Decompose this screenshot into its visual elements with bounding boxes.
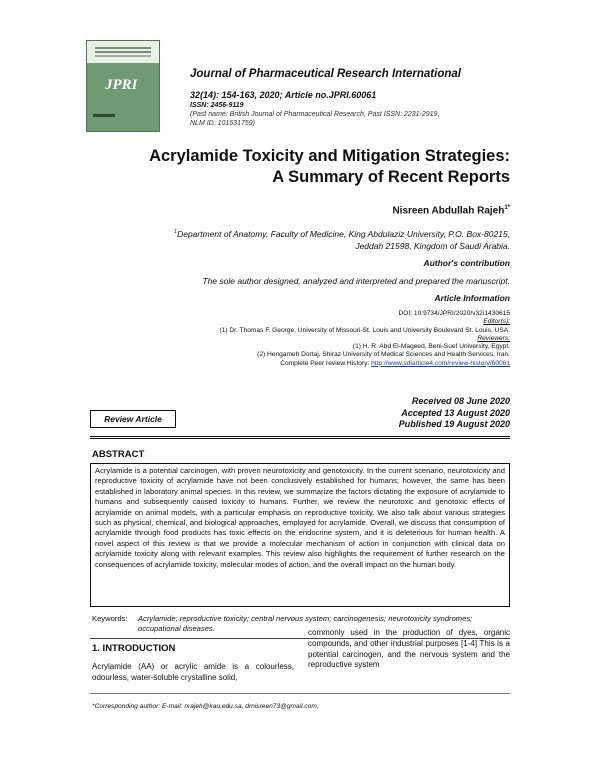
corresponding-author-footnote: *Corresponding author: E-mail: nrajeh@kau.edu.sa, drnisreen73@gmail.com;	[92, 703, 319, 710]
article-type-badge: Review Article	[90, 410, 176, 428]
journal-past-name: (Past name: British Journal of Pharmaceutical Research, Past ISSN: 2231-2919,	[190, 111, 440, 118]
intro-right-column: commonly used in the production of dyes, organic compounds, and other industrial purposes [1-4] This is a potential carcinogen, and the nervous system and the reproductive system	[308, 628, 510, 670]
author-affiliation	[120, 226, 510, 252]
cover-text-lines	[95, 47, 151, 49]
article-info-heading: Article Information	[434, 293, 510, 303]
date-published: Published 19 August 2020	[398, 419, 510, 429]
section-heading-introduction: 1. INTRODUCTION	[92, 643, 176, 654]
keywords-text: Acrylamide; reproductive toxicity; central nervous system; carcinogenesis; neurotoxicity syndromes; occupational diseases.	[138, 614, 473, 634]
editor-1: (1) Dr. Thomas F. George, University of Missouri-St. Louis and University Boulevard St. Louis, USA.	[219, 326, 510, 334]
publication-dates	[330, 396, 510, 431]
cover-logo: JPRI	[105, 77, 138, 93]
author	[200, 205, 510, 216]
reviewer-1: (1) H. R. Abd El-Mageed, Beni-Suef University, Egypt.	[352, 343, 510, 351]
affiliation-line-2: Jeddah 21598, Kingdom of Saudi Arabia.	[355, 240, 510, 251]
author-mark: 1*	[504, 205, 510, 211]
paper-title-line-1: Acrylamide Toxicity and Mitigation Strategies:	[149, 147, 510, 165]
intro-left-column: Acrylamide (AA) or acrylic amide is a colourless, odourless, water-soluble crystalline solid,	[92, 662, 294, 682]
affiliation-mark: 1	[174, 229, 178, 235]
cover-header-band	[87, 41, 159, 63]
keywords-label: Keywords:	[92, 614, 128, 623]
paper-title	[60, 146, 510, 188]
review-history-link[interactable]: http://www.sdiarticle4.com/review-history/60061	[371, 359, 510, 367]
article-info	[150, 310, 510, 368]
date-accepted: Accepted 13 August 2020	[401, 407, 510, 418]
journal-name: Journal of Pharmaceutical Research International	[190, 68, 461, 80]
author-name: Nisreen Abdullah Rajeh	[392, 205, 505, 217]
reviewer-2: (2) Hengameh Dortaj, Shiraz University of Medical Sciences and Health Services, Iran.	[257, 351, 510, 359]
affiliation-line-1-text: Department of Anatomy, Faculty of Medicine, King Abdulaziz University, P.O. Box-80215,	[177, 228, 510, 239]
divider-top	[90, 436, 510, 437]
divider-top-second	[90, 438, 510, 439]
journal-issn: ISSN: 2456-9119	[190, 102, 244, 109]
doi: DOI: 10.9734/JPRI/2020/v32i1430615	[398, 310, 510, 317]
cover-barcode	[93, 114, 115, 117]
date-received: Received 08 June 2020	[411, 396, 510, 406]
abstract-heading: ABSTRACT	[92, 449, 145, 460]
review-history	[150, 360, 510, 368]
contribution-text: The sole author designed, analyzed and interpreted and prepared the manuscript.	[202, 276, 510, 286]
contribution-heading: Author's contribution	[423, 258, 510, 268]
journal-citation: 32(14): 154-163, 2020; Article no.JPRI.60061	[190, 90, 377, 100]
affiliation-line-1	[120, 226, 510, 240]
journal-nlm-id: NLM ID: 101631759)	[190, 120, 255, 127]
paper-title-line-2: A Summary of Recent Reports	[272, 168, 510, 186]
reviewers-label: Reviewers:	[477, 334, 510, 342]
editor-label: Editor(s):	[483, 318, 510, 326]
journal-cover-image	[86, 40, 160, 132]
footnote-divider	[90, 693, 510, 694]
review-history-label: Complete Peer review History:	[280, 359, 370, 367]
abstract-text: Acrylamide is a potential carcinogen, with proven neurotoxicity and genotoxicity. In the current scenario, neurotoxicity and reproductive toxicity of acrylamide have not been conclusively established for humans; however, the same has been established in laboratory animal species. In this review, we summarize the factors dictating the exposure of acrylamide to humans and subsequently caused toxicity to humans. Further, we review the neurotoxic and genotoxic effects of acrylamide on animal models, with a particular emphasis on reproductive toxicity. We also talk about various strategies such as physical, chemical, and biological approaches, employed for acrylamide. Overall, we discuss that consumption of acrylamide through food products has toxic effects on the endocrine system, and it is deleterious for human health. A novel aspect of this review is that we provide a molecular mechanism of action in conjunction with clinical data on acrylamide toxicity along with relevant examples. This review also highlights the requirement of further research on the consequences of acrylamide toxicity, molecular modes of action, and the overall impact on the human body.	[90, 463, 510, 607]
